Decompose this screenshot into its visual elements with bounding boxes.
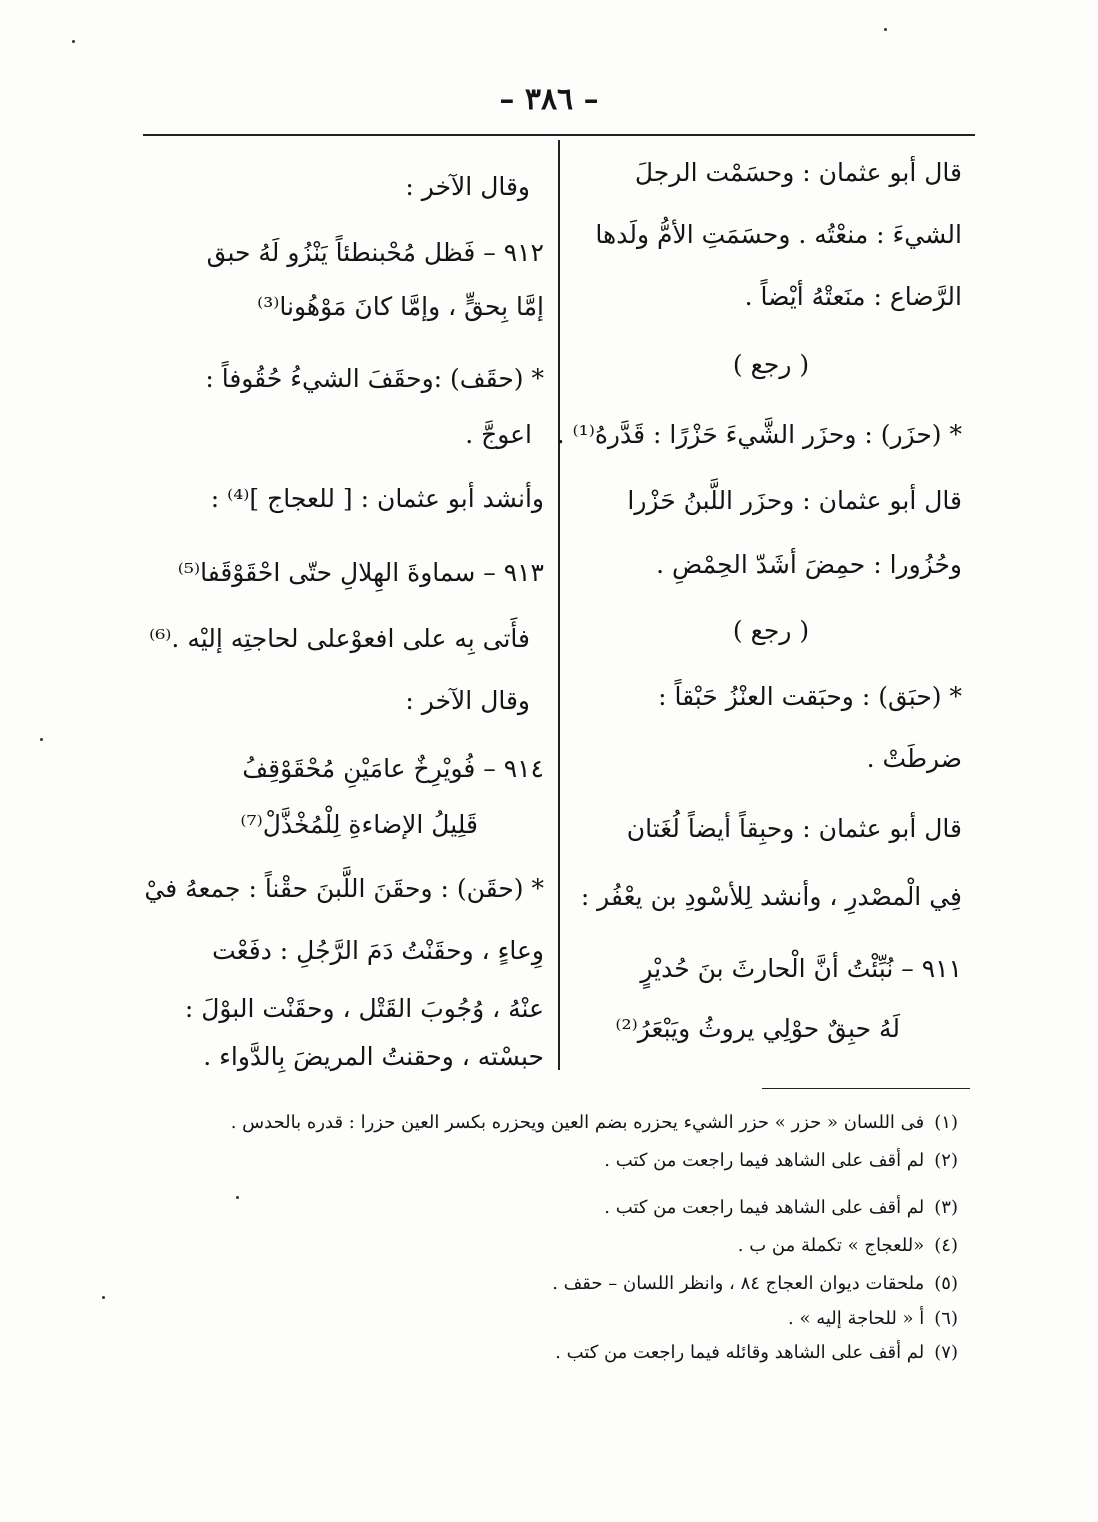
footnote: (٤)«للعجاج » تكملة من ب .	[737, 1235, 958, 1256]
text-line: ضرطَتْ .	[866, 744, 962, 773]
verse-line: لَهُ حبِقٌ حوْلِي يروثُ ويَبْعَرُ⁽²⁾	[615, 1014, 900, 1043]
text-line: قال أبو عثمان : وحزَر اللَّبنُ حَزْرا	[627, 486, 962, 515]
verse-line: فأَتى بِه على افعوْعلى لحاجتِه إليْه .⁽⁶⁾	[149, 624, 530, 653]
footnote: (١)فى اللسان « حزر » حزر الشيء يحزره بضم العين ويحزره بكسر العين حزرا : قدره بالحدس .	[230, 1112, 958, 1133]
column-divider	[558, 140, 560, 1070]
verse-line: قَلِيلُ الإضاءةِ لِلْمُخْذَّلْ⁽⁷⁾	[240, 810, 478, 839]
section-marker: ( رجع )	[732, 616, 810, 645]
verse-line: إمَّا بِحقٍّ ، وإمَّا كانَ مَوْهُونا⁽³⁾	[257, 292, 544, 321]
footnote: (٦)أ « للحاجة إليه » .	[788, 1308, 958, 1329]
entry-heading: * (حقَن) : وحقَنَ اللَّبنَ حقْناً : جمعهُ فيْ	[144, 874, 544, 903]
footnote: (٧)لم أقف على الشاهد وقائله فيما راجعت من كتب .	[555, 1342, 958, 1363]
text-line: وِعاءٍ ، وحقَنْتُ دَمَ الرَّجُلِ : دفَعْت	[212, 936, 544, 965]
text-line: وحُزُورا : حمِضَ أشَدّ الحِمْضِ .	[656, 550, 962, 579]
text-line: قال أبو عثمان : وحسَمْت الرجلَ	[634, 158, 962, 187]
verse-line: ٩١٢ – فَظل مُحْبنطئاً يَنْزُو لَهُ حبق	[206, 238, 544, 267]
verse-line: ٩١٣ – سماوةَ الهِلالِ حتّى احْقَوْقَفا⁽⁵⁾	[177, 558, 544, 587]
page-number: – ٣٨٦ –	[499, 82, 599, 117]
scan-speck	[40, 738, 43, 741]
header-rule	[143, 134, 975, 136]
text-line: وأنشد أبو عثمان : [ للعجاج ]⁽⁴⁾ :	[210, 484, 544, 513]
scan-speck	[102, 1296, 105, 1299]
text-line: الشيءَ : منعْتُه . وحسَمَتِ الأمُّ ولَدها	[595, 220, 962, 249]
verse-line: ٩١٤ – فُويْرِخٌ عامَيْنِ مُحْقَوْقِفُ	[242, 754, 544, 783]
text-line: حبسْته ، وحقنتُ المريضَ بِالدَّواء .	[203, 1042, 544, 1071]
entry-heading: * (حبَق) : وحبَقت العنْزُ حَبْقاً :	[658, 682, 962, 711]
text-line: الرَّضاع : منَعتْهُ أيْضاً .	[744, 282, 962, 311]
entry-heading: * (حزَر) : وحزَر الشَّيءَ حَزْرًا : قَدَّرهُ⁽¹⁾ .	[556, 420, 962, 449]
section-marker: ( رجع )	[732, 350, 810, 379]
verse-line: ٩١١ – نُبِّئْتُ أنَّ الْحارثَ بنَ حُديْرٍ	[640, 954, 962, 983]
scan-speck	[884, 28, 887, 31]
scan-speck	[236, 1196, 239, 1199]
footnote: (٢)لم أقف على الشاهد فيما راجعت من كتب .	[604, 1150, 958, 1171]
text-line: فِي الْمصْدرِ ، وأنشد لِلأسْودِ بن يعْفُر :	[580, 882, 962, 911]
footnote: (٣)لم أقف على الشاهد فيما راجعت من كتب .	[604, 1197, 958, 1218]
text-line: عنْهُ ، وُجُوبَ القَتْل ، وحقَنْت البوْلَ :	[184, 994, 544, 1023]
text-line: وقال الآخر :	[405, 686, 530, 715]
scan-speck	[72, 40, 75, 43]
footnote-rule	[762, 1088, 970, 1089]
text-line: اعوجَّ .	[465, 420, 532, 449]
text-line: قال أبو عثمان : وحبِقاً أيضاً لُغَتان	[626, 814, 962, 843]
footnote: (٥)ملحقات ديوان العجاج ٨٤ ، وانظر اللسان – حقف .	[552, 1273, 958, 1294]
text-line: وقال الآخر :	[405, 172, 530, 201]
entry-heading: * (حقَف) :وحقَفَ الشيءُ حُقُوفاً :	[205, 364, 544, 393]
